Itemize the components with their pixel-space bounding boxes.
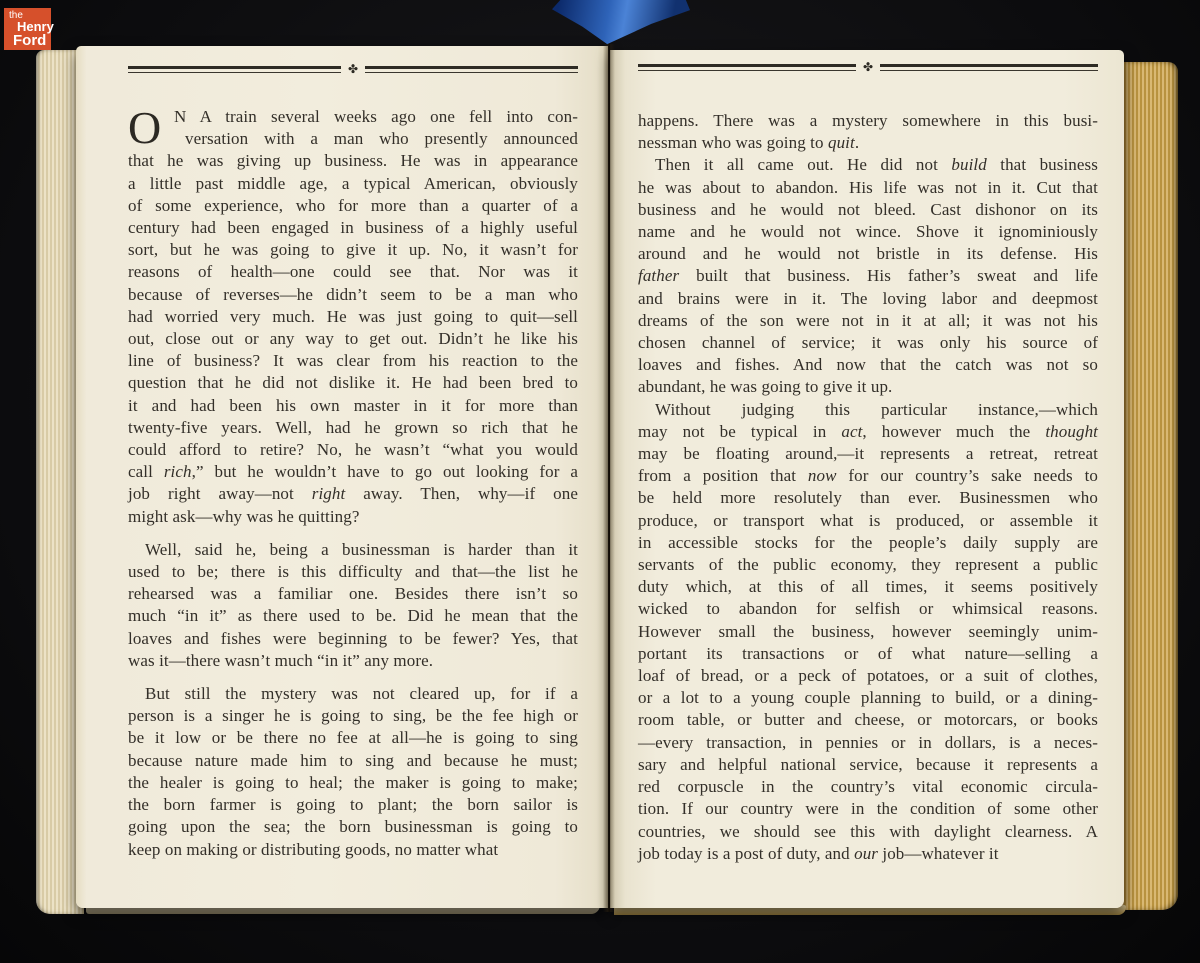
text-segment: But still the mystery was not cleared up, for if a [145, 684, 578, 704]
text-line [638, 332, 1098, 354]
book-page-left [76, 46, 608, 908]
text-segment: portant its transactions or of what nature—selling a [638, 643, 1098, 663]
text-segment: that business [986, 155, 1098, 175]
text-segment: job today is a post of duty, and [638, 843, 855, 863]
text-line [638, 443, 1098, 465]
text-segment: around and he would not bristle in its defense. His [638, 244, 1098, 264]
text-line [638, 288, 1098, 310]
text-line [128, 239, 578, 261]
text-segment: in accessible stocks for the people’s daily supply are [638, 532, 1098, 552]
text-line [128, 306, 578, 328]
text-segment: or a lot to a young couple planning to build, or a dining- [638, 688, 1098, 708]
text-line [128, 583, 578, 605]
text-line [638, 243, 1098, 265]
text-segment: away. Then, why—if one [345, 484, 578, 504]
text-segment: person is a singer he is going to sing, be the fee high or [128, 706, 578, 726]
text-segment: dreams of the son were not in it at all; it was not his [638, 310, 1098, 330]
book-gutter [603, 44, 615, 912]
text-segment: wicked to abandon for selfish or whimsical reasons. [638, 599, 1098, 619]
bookmark-ribbon [552, 0, 690, 46]
text-segment: , however much the [862, 421, 1046, 441]
text-line [638, 732, 1098, 754]
text-segment: call [128, 462, 164, 482]
text-line [638, 798, 1098, 820]
text-segment: job right away—not [128, 484, 312, 504]
fleuron-ornament-icon: ✤ [347, 61, 359, 76]
text-line [128, 605, 578, 627]
paragraph [128, 539, 578, 672]
header-rule [638, 59, 1098, 75]
text-segment: that he was giving up business. He was in appearance [128, 151, 578, 171]
text-line [638, 132, 1098, 154]
text-segment: rehearsed was a familiar one. Besides there isn’t so [128, 584, 578, 604]
text-line [128, 727, 578, 749]
text-segment: However small the business, however seemingly unim- [638, 621, 1098, 641]
text-line [128, 506, 578, 528]
text-line [128, 106, 578, 128]
text-line [638, 598, 1098, 620]
text-line [128, 483, 578, 505]
text-line [128, 128, 578, 150]
text-segment: our [854, 843, 879, 863]
text-line [638, 110, 1098, 132]
paragraph [128, 102, 578, 528]
text-segment: act [841, 421, 863, 441]
text-line [638, 709, 1098, 731]
text-segment: keep on making or distributing goods, no matter what [128, 839, 499, 859]
text-column-right [638, 110, 1098, 865]
text-line [638, 621, 1098, 643]
text-segment: because nature made him to sing and because he must; [128, 750, 578, 770]
text-segment: going upon the sea; the born businessman is going to [128, 817, 578, 837]
text-segment: loaves and fishes were beginning to be fewer? Yes, that [128, 628, 578, 648]
text-segment: the born farmer is going to plant; the born sailor is [128, 795, 578, 815]
text-segment: loaf of bread, or a peck of potatoes, or a suit of clothes, [638, 666, 1098, 686]
text-segment: ,” but he wouldn’t have to go out looking for a [191, 462, 578, 482]
text-line [638, 510, 1098, 532]
text-line [128, 750, 578, 772]
text-segment: thought [1045, 421, 1098, 441]
text-line [638, 421, 1098, 443]
paragraph [128, 683, 578, 861]
text-line [128, 328, 578, 350]
text-line [638, 199, 1098, 221]
text-segment: quit [827, 133, 855, 153]
text-line [638, 665, 1098, 687]
text-line [638, 465, 1098, 487]
text-line [128, 461, 578, 483]
text-line [638, 821, 1098, 843]
book-page-right [610, 50, 1124, 908]
text-segment: . [854, 133, 860, 153]
text-line [638, 354, 1098, 376]
text-line [638, 221, 1098, 243]
text-segment: question that he did not dislike it. He had been bred to [128, 373, 578, 393]
logo-text-henry: Henry [17, 19, 54, 34]
text-line [128, 150, 578, 172]
text-segment: Well, said he, being a businessman is harder than it [145, 539, 578, 559]
text-segment: may be floating around,—it represents a retreat, retreat [638, 444, 1098, 464]
text-segment: used to be; there is this difficulty and that—the list he [128, 562, 578, 582]
text-line [638, 310, 1098, 332]
text-segment: built that business. His father’s sweat and life [679, 266, 1098, 286]
text-line [638, 754, 1098, 776]
text-line [128, 195, 578, 217]
text-segment: and brains were in it. The loving labor and deepmost [638, 288, 1098, 308]
page-edges-right [1122, 62, 1178, 910]
text-segment: Then it all came out. He did not [655, 155, 952, 175]
text-segment: chosen channel of service; it was only his source of [638, 333, 1098, 353]
logo-text-the: the [9, 10, 23, 21]
text-segment: be it low or be there no fee at all—he is going to sing [128, 728, 578, 748]
text-segment: nessman who was going to [638, 133, 828, 153]
text-segment: sort, but he was going to give it up. No, it wasn’t for [128, 240, 578, 260]
text-segment: now [807, 466, 837, 486]
text-line [128, 816, 578, 838]
text-segment: Without judging this particular instance,—which [655, 399, 1098, 419]
text-segment: a little past middle age, a typical American, obviously [128, 173, 578, 193]
text-segment: versation with a man who presently announced [185, 129, 578, 149]
text-segment: produce, or transport what is produced, or assemble it [638, 510, 1098, 530]
text-segment: duty which, at this of all times, it seems positively [638, 577, 1098, 597]
text-line [638, 265, 1098, 287]
text-segment: it and had been his own master in it for more than [128, 395, 578, 415]
text-segment: twenty-five years. Well, had he grown so rich that he [128, 417, 578, 437]
text-line [128, 794, 578, 816]
henry-ford-logo [4, 8, 54, 50]
text-line [638, 687, 1098, 709]
text-segment: sary and helpful national service, because it represents a [638, 754, 1098, 774]
logo-text-ford: Ford [13, 32, 47, 49]
text-segment: the healer is going to heal; the maker is going to make; [128, 772, 578, 792]
text-line [638, 576, 1098, 598]
text-line [128, 439, 578, 461]
text-line [128, 839, 578, 861]
text-line [128, 705, 578, 727]
text-line [638, 177, 1098, 199]
text-segment: much “in it” as there used to be. Did he mean that the [128, 606, 578, 626]
rule-segment [365, 66, 578, 73]
text-line [128, 650, 578, 672]
text-line [128, 395, 578, 417]
text-segment: he was about to abandon. His life was not in it. Cut that [638, 177, 1098, 197]
paragraph [638, 399, 1098, 865]
header-rule [128, 61, 578, 77]
text-column-left [128, 102, 578, 861]
text-segment: loaves and fishes. And now that the catch was not so [638, 355, 1098, 375]
text-segment: servants of the public economy, they represent a public [638, 555, 1098, 575]
text-line [128, 683, 578, 705]
text-segment: rich [163, 462, 192, 482]
text-line [128, 772, 578, 794]
text-line [638, 554, 1098, 576]
text-segment: from a position that [638, 466, 808, 486]
text-line [128, 561, 578, 583]
text-segment: because of reverses—he didn’t seem to be a man who [128, 284, 578, 304]
text-segment: reasons of health—one could see that. Nor was it [128, 262, 578, 282]
text-segment: had worried very much. He was just going to quit—sell [128, 306, 578, 326]
text-segment: tion. If our country were in the condition of some other [638, 799, 1098, 819]
text-segment: of some experience, who for more than a quarter of a [128, 195, 578, 215]
text-line [638, 776, 1098, 798]
text-segment: could afford to retire? No, he wasn’t “what you would [128, 440, 578, 460]
fleuron-ornament-icon: ✤ [862, 59, 874, 74]
text-segment: be held more resolutely than ever. Businessmen who [638, 488, 1098, 508]
rule-segment [880, 64, 1098, 71]
text-line [128, 417, 578, 439]
text-segment: century had been engaged in business of a highly useful [128, 218, 578, 238]
text-segment: —every transaction, in pennies or in dollars, is a neces- [638, 732, 1098, 752]
text-segment: out, close out or any way to get out. Didn’t he like his [128, 329, 578, 349]
text-segment: happens. There was a mystery somewhere in this busi- [638, 111, 1098, 130]
text-segment: right [311, 484, 346, 504]
text-segment: may not be typical in [638, 421, 842, 441]
text-line [128, 217, 578, 239]
text-segment: line of business? It was clear from his reaction to the [128, 351, 578, 371]
text-segment: for our country’s sake needs to [836, 466, 1098, 486]
text-line [638, 376, 1098, 398]
paragraph [638, 110, 1098, 154]
drop-cap-letter: O [128, 102, 162, 153]
text-line [638, 532, 1098, 554]
text-segment: countries, we should see this with daylight clearness. A [638, 821, 1098, 841]
text-line [128, 628, 578, 650]
text-segment: father [638, 266, 680, 286]
rule-segment [128, 66, 341, 73]
text-segment: name and he would not wince. Shove it ignominiously [638, 222, 1098, 242]
text-segment: abundant, he was going to give it up. [638, 377, 893, 397]
text-segment: might ask—why was he quitting? [128, 506, 360, 526]
text-segment: N A train several weeks ago one fell into con- [174, 107, 578, 126]
text-segment: red corpuscle in the country’s vital economic circula- [638, 777, 1098, 797]
text-segment: build [951, 155, 987, 175]
text-line [638, 154, 1098, 176]
text-line [128, 261, 578, 283]
paragraph [638, 154, 1098, 398]
text-segment: room table, or butter and cheese, or motorcars, or books [638, 710, 1098, 730]
text-segment: was it—there wasn’t much “in it” any more. [128, 650, 434, 670]
rule-segment [638, 64, 856, 71]
text-line [128, 284, 578, 306]
text-line [128, 539, 578, 561]
text-line [128, 173, 578, 195]
text-line [638, 843, 1098, 865]
text-line [638, 399, 1098, 421]
text-line [638, 643, 1098, 665]
text-segment: business and he would not bleed. Cast dishonor on its [638, 199, 1098, 219]
text-segment: job—whatever it [878, 843, 999, 863]
text-line [128, 372, 578, 394]
text-line [638, 487, 1098, 509]
text-line [128, 350, 578, 372]
